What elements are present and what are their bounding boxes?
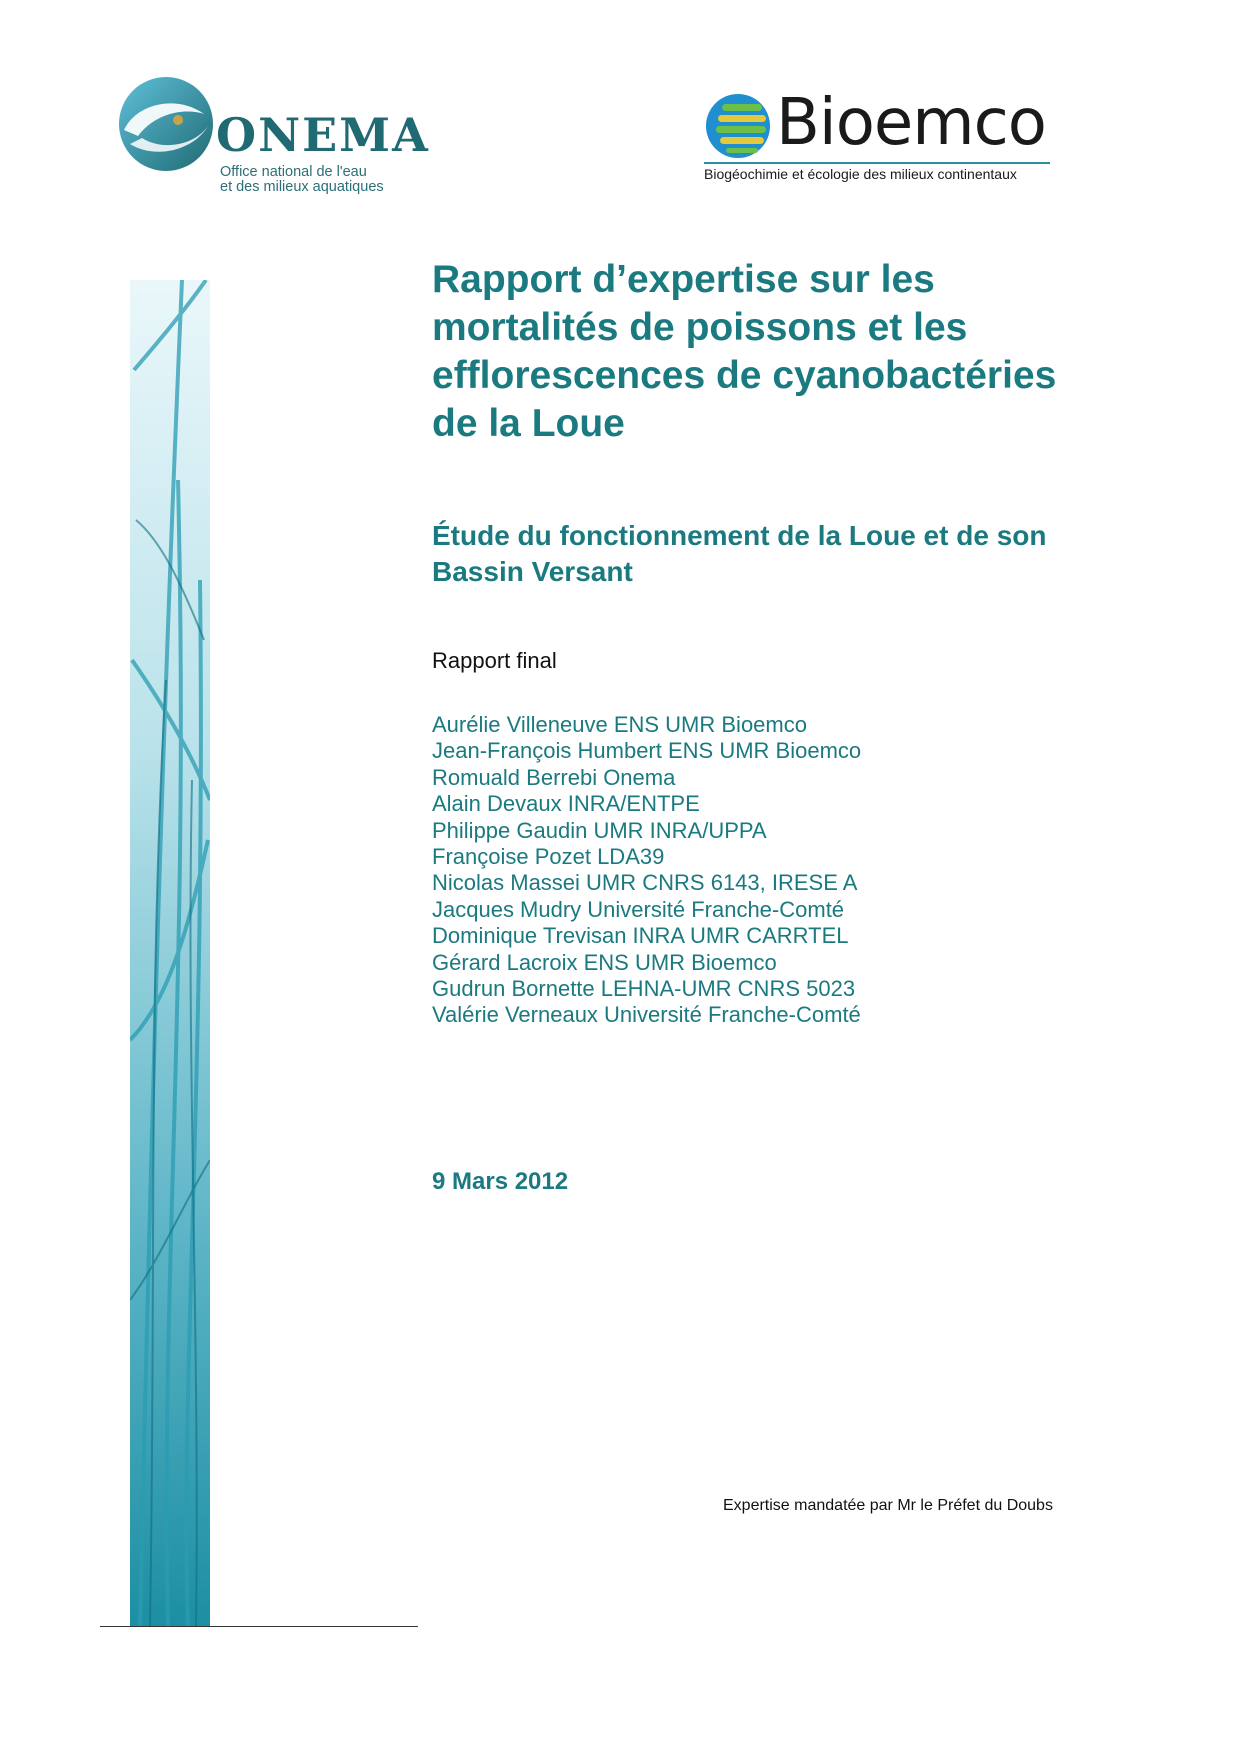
author-item: Alain Devaux INRA/ENTPE	[432, 791, 700, 817]
document-subtitle: Étude du fonctionnement de la Loue et de son Bassin Versant	[432, 520, 1047, 587]
author-item: Jean-François Humbert ENS UMR Bioemco	[432, 738, 862, 764]
reed-photo-strip	[130, 280, 210, 1626]
author-item: Philippe Gaudin UMR INRA/UPPA	[432, 817, 767, 843]
mandate-note: Expertise mandatée par Mr le Préfet du Doubs	[723, 1497, 1053, 1514]
bottom-rule	[100, 1626, 418, 1627]
bioemco-wordmark: Bioemco	[776, 86, 1046, 160]
bioemco-globe-icon	[704, 92, 772, 160]
author-item: Romuald Berrebi Onema	[432, 764, 676, 790]
author-list	[432, 712, 861, 1029]
report-type: Rapport final	[432, 648, 557, 673]
author-item: Dominique Trevisan INRA UMR CARRTEL	[432, 923, 849, 949]
author-item: Gudrun Bornette LEHNA-UMR CNRS 5023	[432, 976, 856, 1002]
author-item: Françoise Pozet LDA39	[432, 844, 665, 870]
bioemco-subtitle: Biogéochimie et écologie des milieux continentaux	[704, 166, 1017, 182]
document-title: Rapport d’expertise sur les mortalités de poissons et les efflorescences de cyanobactéries de la Loue	[432, 258, 1057, 445]
bioemco-divider	[704, 162, 1050, 164]
onema-logo	[116, 74, 430, 196]
onema-wordmark: ONEMA	[216, 108, 430, 162]
onema-emblem-icon	[116, 74, 216, 174]
report-date: 9 Mars 2012	[432, 1168, 569, 1195]
bioemco-logo	[704, 88, 1056, 184]
author-item: Jacques Mudry Université Franche-Comté	[432, 896, 845, 922]
onema-subtitle-line-2: et des milieux aquatiques	[220, 179, 384, 195]
author-item: Valérie Verneaux Université Franche-Comté	[432, 1002, 861, 1028]
author-item: Gérard Lacroix ENS UMR Bioemco	[432, 949, 777, 975]
onema-subtitle-line-1: Office national de l'eau	[220, 164, 367, 180]
author-item: Nicolas Massei UMR CNRS 6143, IRESE A	[432, 870, 858, 896]
author-item: Aurélie Villeneuve ENS UMR Bioemco	[432, 712, 807, 737]
